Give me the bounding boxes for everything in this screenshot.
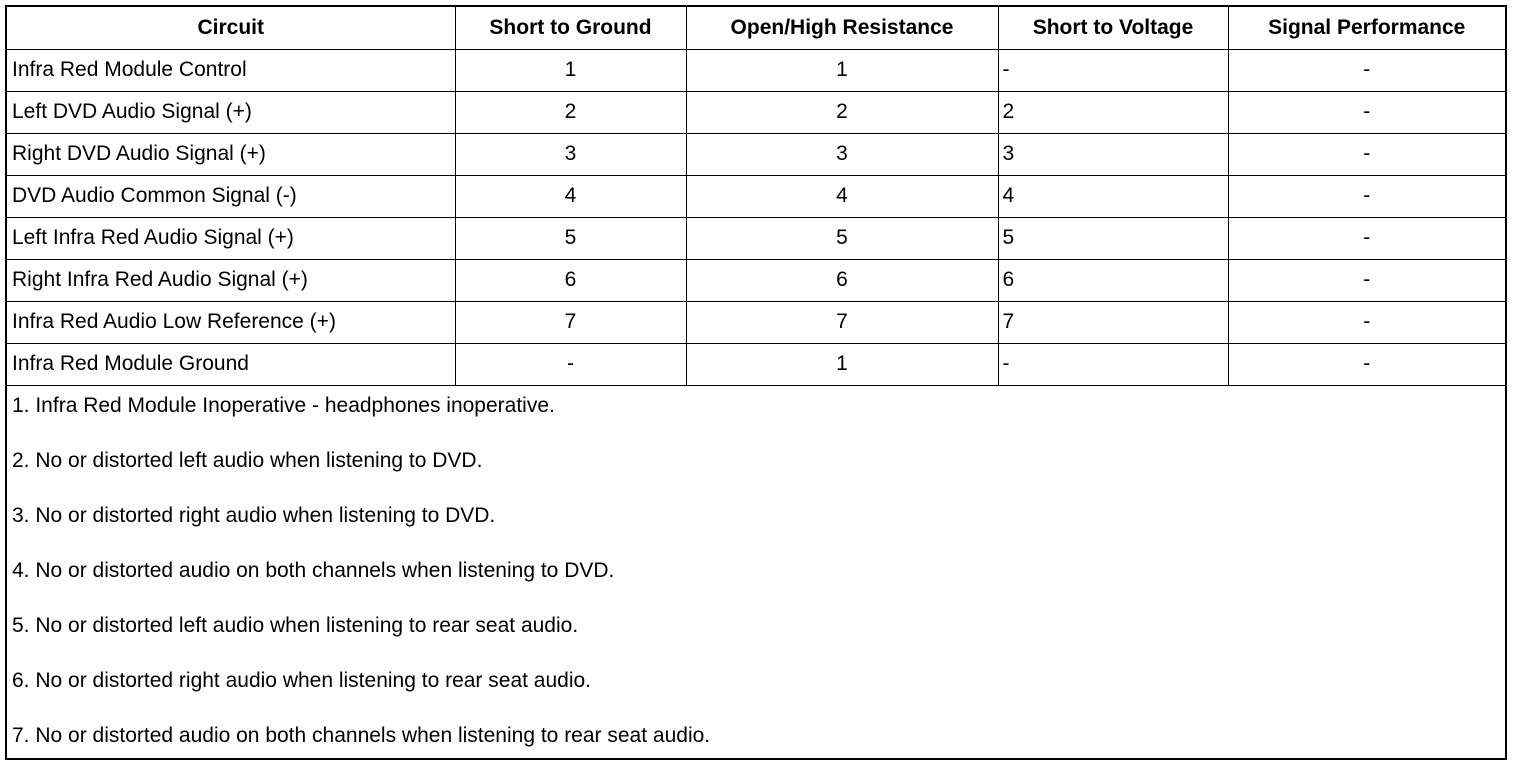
open-high-resistance-cell: 1 [686, 343, 998, 385]
short-to-voltage-cell: 6 [998, 259, 1228, 301]
short-to-voltage-cell: - [998, 343, 1228, 385]
short-to-ground-cell: 5 [455, 217, 686, 259]
circuit-cell: Infra Red Module Control [7, 49, 455, 91]
short-to-voltage-cell: 7 [998, 301, 1228, 343]
signal-performance-cell: - [1228, 301, 1505, 343]
short-to-voltage-cell: 2 [998, 91, 1228, 133]
signal-performance-cell: - [1228, 259, 1505, 301]
table-row [7, 175, 1505, 217]
signal-performance-cell: - [1228, 91, 1505, 133]
circuit-cell: Infra Red Module Ground [7, 343, 455, 385]
circuit-cell: Left DVD Audio Signal (+) [7, 91, 455, 133]
table-row [7, 133, 1505, 175]
short-to-ground-cell: 6 [455, 259, 686, 301]
open-high-resistance-cell: 5 [686, 217, 998, 259]
footnote-4: 4. No or distorted audio on both channels when listening to DVD. [12, 558, 615, 582]
header-short-to-ground: Short to Ground [455, 7, 686, 49]
signal-performance-cell: - [1228, 217, 1505, 259]
signal-performance-cell: - [1228, 49, 1505, 91]
short-to-ground-cell: - [455, 343, 686, 385]
table-row [7, 91, 1505, 133]
open-high-resistance-cell: 3 [686, 133, 998, 175]
short-to-ground-cell: 4 [455, 175, 686, 217]
header-signal-performance: Signal Performance [1228, 7, 1505, 49]
signal-performance-cell: - [1228, 175, 1505, 217]
open-high-resistance-cell: 1 [686, 49, 998, 91]
footnote-1: 1. Infra Red Module Inoperative - headphones inoperative. [12, 393, 555, 417]
short-to-ground-cell: 1 [455, 49, 686, 91]
footnote-5: 5. No or distorted left audio when listening to rear seat audio. [12, 613, 579, 637]
footnote-2: 2. No or distorted left audio when listening to DVD. [12, 448, 483, 472]
diagnostic-table-frame [5, 5, 1507, 760]
header-circuit: Circuit [7, 7, 455, 49]
header-short-to-voltage: Short to Voltage [998, 7, 1228, 49]
open-high-resistance-cell: 6 [686, 259, 998, 301]
header-open-high-resistance: Open/High Resistance [686, 7, 998, 49]
table-row [7, 343, 1505, 385]
table-row [7, 217, 1505, 259]
circuit-cell: Left Infra Red Audio Signal (+) [7, 217, 455, 259]
table-row [7, 301, 1505, 343]
open-high-resistance-cell: 2 [686, 91, 998, 133]
short-to-voltage-cell: 3 [998, 133, 1228, 175]
signal-performance-cell: - [1228, 133, 1505, 175]
short-to-ground-cell: 3 [455, 133, 686, 175]
table-row [7, 259, 1505, 301]
circuit-cell: DVD Audio Common Signal (-) [7, 175, 455, 217]
circuit-fault-table [7, 7, 1505, 386]
table-row [7, 49, 1505, 91]
footnote-6: 6. No or distorted right audio when listening to rear seat audio. [12, 668, 592, 692]
open-high-resistance-cell: 4 [686, 175, 998, 217]
short-to-voltage-cell: 4 [998, 175, 1228, 217]
short-to-ground-cell: 7 [455, 301, 686, 343]
table-header-row [7, 7, 1505, 49]
short-to-ground-cell: 2 [455, 91, 686, 133]
short-to-voltage-cell: - [998, 49, 1228, 91]
circuit-cell: Right DVD Audio Signal (+) [7, 133, 455, 175]
short-to-voltage-cell: 5 [998, 217, 1228, 259]
signal-performance-cell: - [1228, 343, 1505, 385]
open-high-resistance-cell: 7 [686, 301, 998, 343]
footnote-3: 3. No or distorted right audio when listening to DVD. [12, 503, 496, 527]
circuit-cell: Right Infra Red Audio Signal (+) [7, 259, 455, 301]
circuit-cell: Infra Red Audio Low Reference (+) [7, 301, 455, 343]
footnote-7: 7. No or distorted audio on both channels when listening to rear seat audio. [12, 723, 711, 747]
footnotes [7, 386, 1505, 777]
